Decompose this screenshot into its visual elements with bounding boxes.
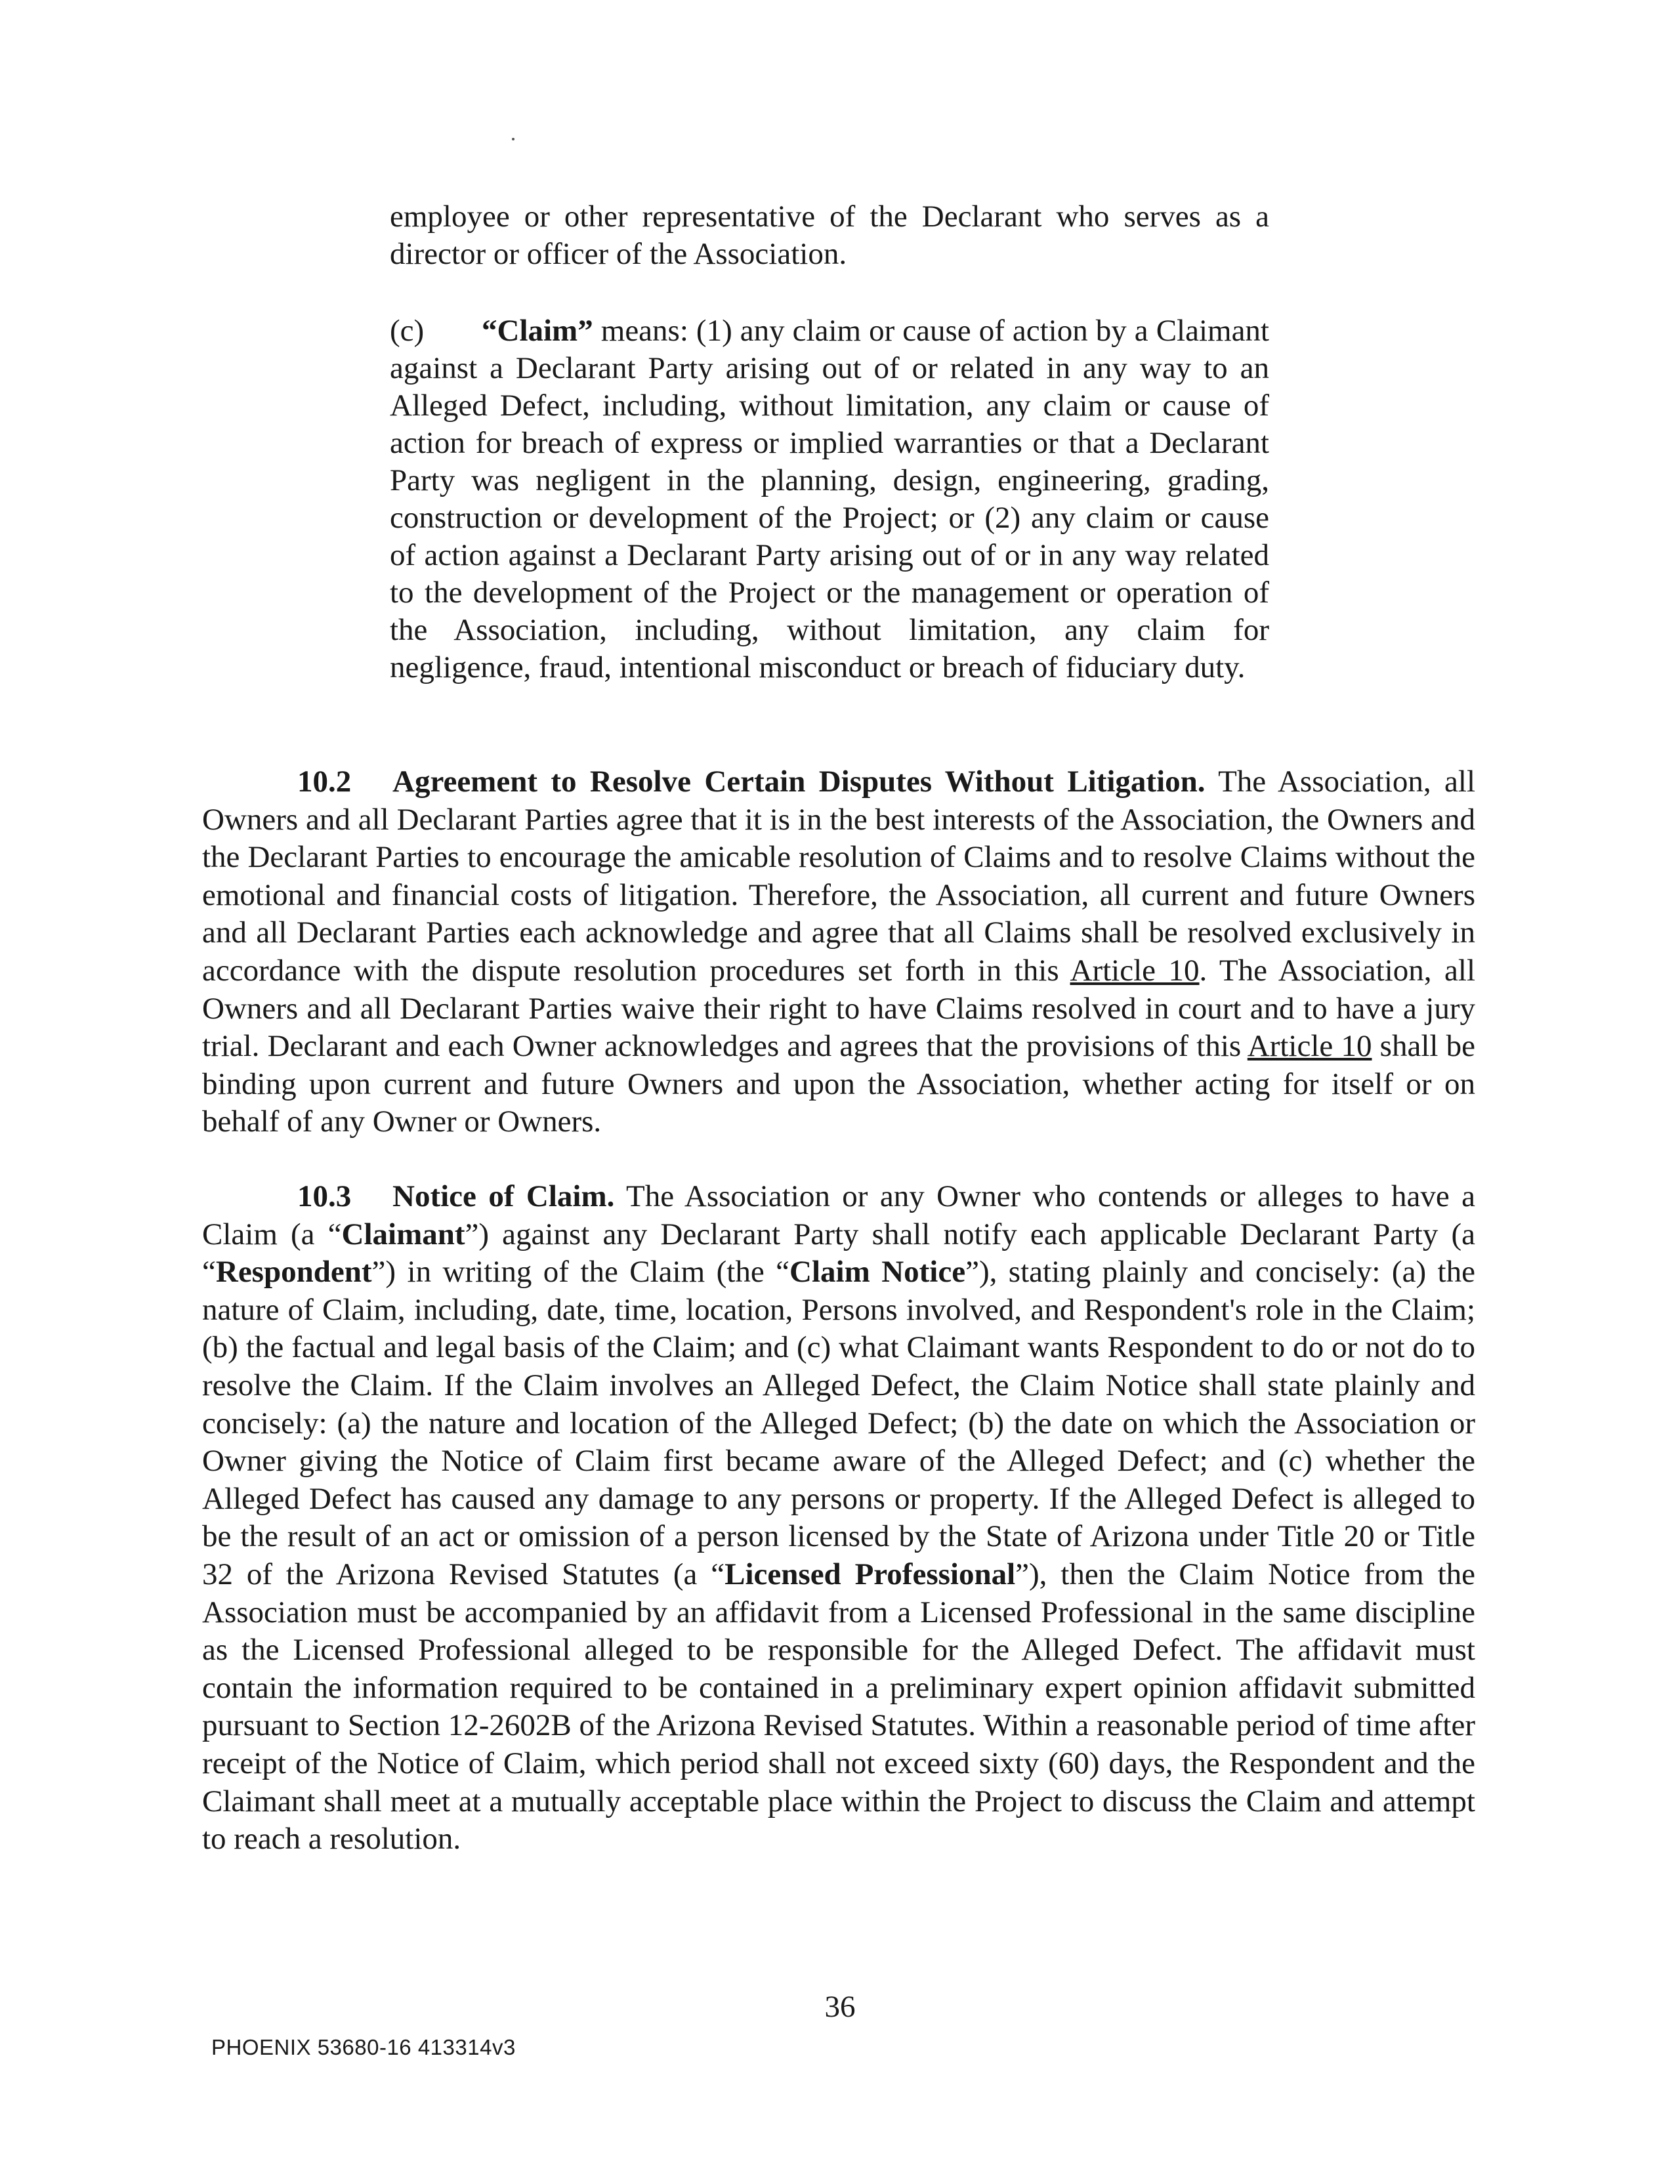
claim-definition-text: means: (1) any claim or cause of action by a Claimant against a Declarant Party arising out of or related in any way to an Alleged Defect, including, without limitation, any claim or cause of action for breach of express or implied warranties or that a Declarant Party was negligent in the planning, design, engineering, grading, construction or development of the Project; or (2) any claim or cause of action against a Declarant Party arising out of or in any way related to the development of the Project or the management or operation of the Association, including, without limitation, any claim for negligence, fraud, intentional misconduct or breach of fiduciary duty.	[390, 314, 1269, 684]
section-10-2-text-2: . The Association, all Owners and all Declarant Parties waive their right to have Claims resolved in court and to have a jury trial. Declarant and each Owner acknowledges and agrees that the provisions of this	[202, 953, 1475, 1064]
section-10-2-text-3: shall be binding upon current and future Owners and upon the Association, whether acting for itself or on behalf of any Owner or Owners.	[202, 1029, 1475, 1139]
section-10-3-paragraph	[202, 1178, 1475, 1858]
section-10-2-number: 10.2	[297, 765, 352, 799]
article-10-reference-1: Article 10	[1070, 953, 1200, 988]
claim-definition-label: (c)	[390, 314, 425, 348]
section-10-3-text-1: The Association or any Owner who contends or alleges to have a Claim (a “	[202, 1179, 1476, 1251]
section-10-3-text-5: ”), then the Claim Notice from the Association must be accompanied by an affidavit from a Licensed Professional in the same discipline as the Licensed Professional alleged to be responsible for the Alleged Defect. The affidavit must contain the information required to be contained in a preliminary expert opinion affidavit submitted pursuant to Section 12-2602B of the Arizona Revised Statutes. Within a reasonable period of time after receipt of the Notice of Claim, which period shall not exceed sixty (60) days, the Respondent and the Claimant shall meet at a mutually acceptable place within the Project to discuss the Claim and attempt to reach a resolution.	[202, 1557, 1475, 1857]
section-10-3-text-2: ”) against any Declarant Party shall notify each applicable Declarant Party (a “	[202, 1217, 1475, 1290]
section-10-2-paragraph	[202, 763, 1475, 1141]
section-10-3-text-4: ”), stating plainly and concisely: (a) the nature of Claim, including, date, time, location, Persons involved, and Respondent's role in the Claim; (b) the factual and legal basis of the Claim; and (c) what Claimant wants Respondent to do or not do to resolve the Claim. If the Claim involves an Alleged Defect, the Claim Notice shall state plainly and concisely: (a) the nature and location of the Alleged Defect; (b) the date on which the Association or Owner giving the Notice of Claim first became aware of the Alleged Defect; and (c) whether the Alleged Defect has caused any damage to any persons or property. If the Alleged Defect is alleged to be the result of an act or omission of a person licensed by the State of Arizona under Title 20 or Title 32 of the Arizona Revised Statutes (a “	[202, 1255, 1475, 1591]
section-10-2-text-1: The Association, all Owners and all Declarant Parties agree that it is in the best interests of the Association, the Owners and the Declarant Parties to encourage the amicable resolution of Claims and to resolve Claims without the emotional and financial costs of litigation. Therefore, the Association, all current and future Owners and all Declarant Parties each acknowledge and agree that all Claims shall be resolved exclusively in accordance with the dispute resolution procedures set forth in this	[202, 765, 1475, 988]
term-licensed-professional: Licensed Professional	[724, 1557, 1016, 1591]
section-10-3-heading: Notice of Claim.	[392, 1179, 615, 1213]
claim-definition-paragraph	[390, 312, 1269, 686]
claim-definition-term: “Claim”	[482, 314, 593, 348]
section-10-3-number: 10.3	[297, 1179, 352, 1213]
continuation-text: employee or other representative of the Declarant who serves as a director or officer of the Association.	[390, 200, 1269, 271]
section-10-3-text-3: ”) in writing of the Claim (the “	[371, 1255, 790, 1290]
document-footer-id: PHOENIX 53680-16 413314v3	[211, 2035, 516, 2059]
continuation-paragraph	[390, 198, 1269, 273]
page-number: 36	[824, 1990, 856, 2024]
term-respondent: Respondent	[215, 1255, 372, 1290]
section-10-2-heading: Agreement to Resolve Certain Disputes Without Litigation.	[392, 765, 1206, 799]
article-10-reference-2: Article 10	[1247, 1029, 1372, 1064]
scan-speck	[512, 138, 514, 140]
term-claimant: Claimant	[341, 1217, 465, 1251]
term-claim-notice: Claim Notice	[789, 1255, 966, 1290]
